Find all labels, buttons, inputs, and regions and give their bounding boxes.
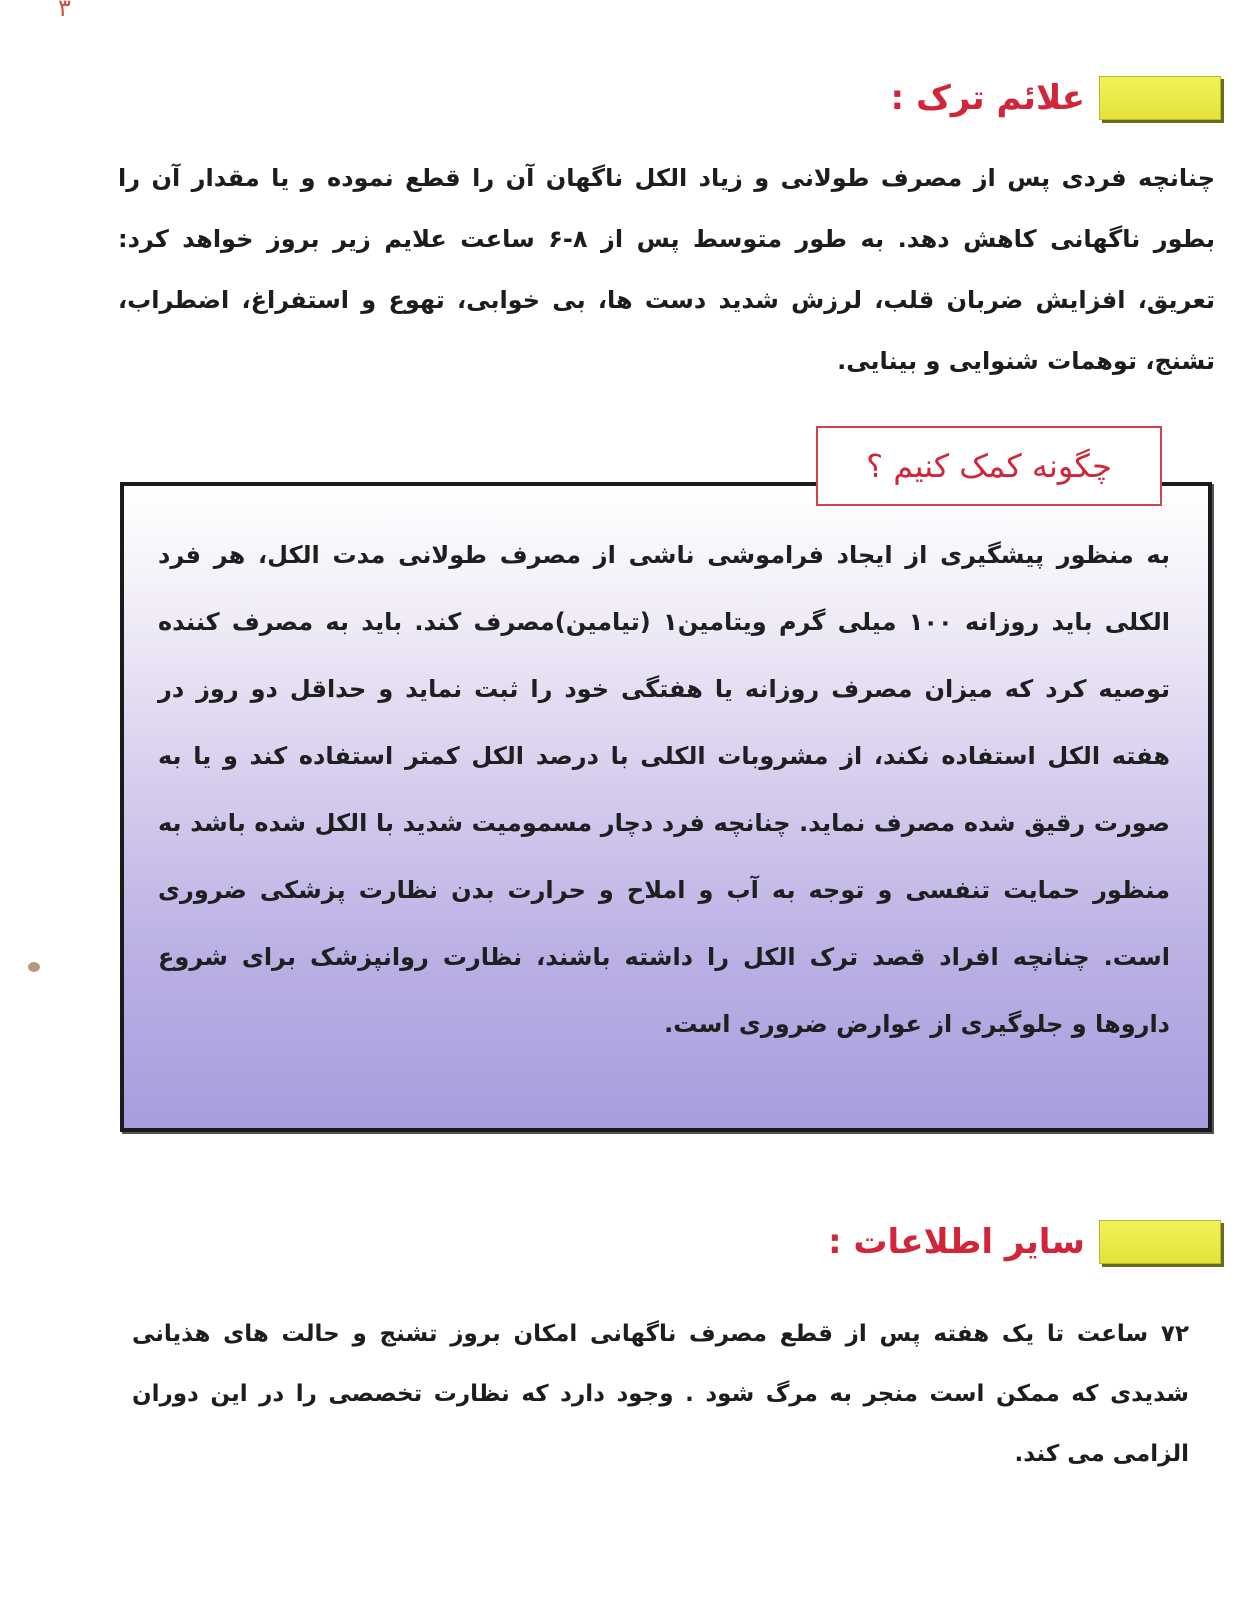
withdrawal-text: چنانچه فردی پس از مصرف طولانی و زیاد الکل ناگهان آن را قطع نموده و یا مقدار آن را بطور ناگهانی کاهش دهد. به طور متوسط پس از ۸-۶ ساعت علایم زیر بروز خواهد کرد: تعریق، افزایش ضربان قلب، لرزش شدید دست ها، بی خوابی، تهوع و استفراغ، اضطراب، تشنج، توهمات شنوایی و بینایی. (118, 164, 1216, 375)
help-title: چگونه کمک کنیم ؟ (816, 426, 1162, 506)
help-box (120, 482, 1212, 1132)
help-text: به منظور پیشگیری از ایجاد فراموشی ناشی از مصرف طولانی مدت الکل، هر فرد الکلی باید روزانه ۱۰۰ میلی گرم ویتامین۱ (تیامین)مصرف کند. باید به مصرف کننده توصیه کرد که میزان مصرف روزانه یا هفتگی خود را ثبت نماید و حداقل دو روز در هفته الکل استفاده نکند، از مشروبات الکلی با درصد الکل کمتر استفاده کند و یا به صورت رقیق شده مصرف نماید. چنانچه فرد دچار مسمومیت شدید با الکل شده باشد به منظور حمایت تنفسی و توجه به آب و املاح و حرارت بدن نظارت پزشکی ضروری است. چنانچه افراد قصد ترک الکل را داشته باشند، نظارت روانپزشک برای شروع داروها و جلوگیری از عوارض ضروری است. (158, 541, 1170, 1038)
withdrawal-header (891, 76, 1221, 120)
section-marker (1099, 76, 1221, 120)
other-title: سایر اطلاعات : (827, 1222, 1085, 1262)
other-header (828, 1220, 1221, 1264)
scan-speck (28, 962, 40, 972)
withdrawal-title: علائم ترک : (890, 78, 1085, 118)
page-number: ۳ (58, 0, 71, 22)
other-text: ۷۲ ساعت تا یک هفته پس از قطع مصرف ناگهانی امکان بروز تشنج و حالت های هذیانی شدیدی که ممکن است منجر به مرگ شود . وجود دارد که نظارت تخصصی را در این دوران الزامی می کند. (132, 1321, 1189, 1467)
section-marker (1099, 1220, 1221, 1264)
